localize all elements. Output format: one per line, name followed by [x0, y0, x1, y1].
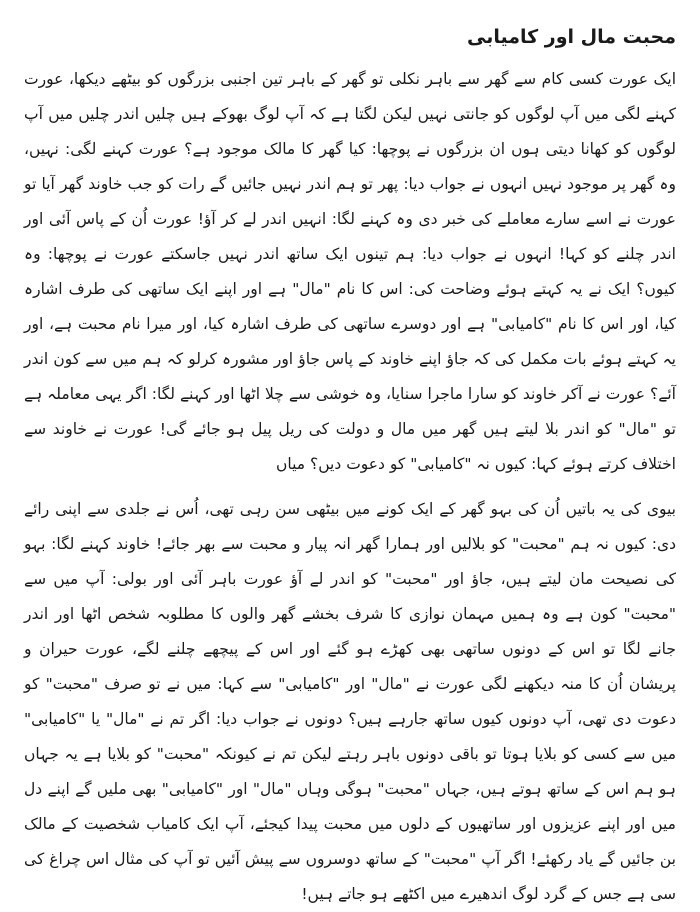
- article-paragraph-1: ایک عورت کسی کام سے گھر سے باہر نکلی تو گھر کے باہر تین اجنبی بزرگوں کو بیٹھے دیکھا، عورت کہنے لگی میں آپ لوگوں کو جانتی نہیں لیکن لگتا ہے کہ آپ لوگ بھوکے ہیں چلیں اندر چلیں میں آپ لوگوں کو کھانا دیتی ہوں ان بزرگوں نے پوچھا: کیا گھر کا مالک موجود ہے؟ عورت کہنے لگی: نہیں، وہ گھر پر موجود نہیں انہوں نے جواب دیا: پھر تو ہم اندر نہیں جائیں گے رات کو جب خاوند گھر آیا تو عورت نے اسے سارے معاملے کی خبر دی وہ کہنے لگا: انہیں اندر لے کر آؤ! عورت اُن کے پاس آئی اور اندر چلنے کو کہا! انہوں نے جواب دیا: ہم تینوں ایک ساتھ اندر نہیں جاسکتے عورت نے پوچھا: وہ کیوں؟ ایک نے یہ کہتے ہوئے وضاحت کی: اس کا نام "مال" ہے اور اپنے ایک ساتھی کی طرف اشارہ کیا، اور اس کا نام "کامیابی" ہے اور دوسرے ساتھی کی طرف اشارہ کیا، اور میرا نام محبت ہے، اور یہ کہتے ہوئے بات مکمل کی کہ جاؤ اپنے خاوند کے پاس جاؤ اور مشورہ کرلو کہ ہم میں سے کون اندر آئے؟ عورت نے آکر خاوند کو سارا ماجرا سنایا، وہ خوشی سے چلا اٹھا اور کہنے لگا: اگر یہی معاملہ ہے تو "مال" کو اندر بلا لیتے ہیں گھر میں مال و دولت کی ریل پیل ہو جائے گی! عورت نے خاوند سے اختلاف کرتے ہوئے کہا: کیوں نہ "کامیابی" کو دعوت دیں؟ میاں: [24, 70, 676, 473]
- article-title: محبت مال اور کامیابی: [466, 26, 676, 48]
- article-paragraph-2: بیوی کی یہ باتیں اُن کی بہو گھر کے ایک کونے میں بیٹھی سن رہی تھی، اُس نے جلدی سے اپنی رائے دی: کیوں نہ ہم "محبت" کو بلالیں اور ہمارا گھر انہ پیار و محبت سے بھر جائے! خاوند کہنے لگا: بہو کی نصیحت مان لیتے ہیں، جاؤ اور "محبت" کو اندر لے آؤ عورت باہر آئی اور بولی: آپ میں سے "محبت" کون ہے وہ ہمیں مہمان نوازی کا شرف بخشے گھر والوں کا مطلوبہ شخص اٹھا اور اندر جانے لگا تو اس کے دونوں ساتھی بھی کھڑے ہو گئے اور اس کے پیچھے چلنے لگے، عورت حیران و پریشان اُن کا منہ دیکھنے لگی عورت نے "مال" اور "کامیابی" سے کہا: میں نے تو صرف "محبت" کو دعوت دی تھی، آپ دونوں کیوں ساتھ جارہے ہیں؟ دونوں نے جواب دیا: اگر تم نے "مال" یا "کامیابی" میں سے کسی کو بلایا ہوتا تو باقی دونوں باہر رہتے لیکن تم نے کیونکہ "محبت" کو بلایا ہے یہ جہاں ہو ہم اس کے ساتھ ہوتے ہیں، جہاں "محبت" ہوگی وہاں "مال" اور "کامیابی" بھی ملیں گے اپنے دل میں اور اپنے عزیزوں اور ساتھیوں کے دلوں میں محبت پیدا کیجئے، آپ ایک کامیاب شخصیت کے مالک بن جائیں گے یاد رکھئے! اگر آپ "محبت" کے ساتھ دوسروں سے پیش آئیں تو آپ کی مثال اس چراغ کی سی ہے جس کے گرد لوگ اندھیرے میں اکٹھے ہو جاتے ہیں!: [24, 500, 676, 903]
